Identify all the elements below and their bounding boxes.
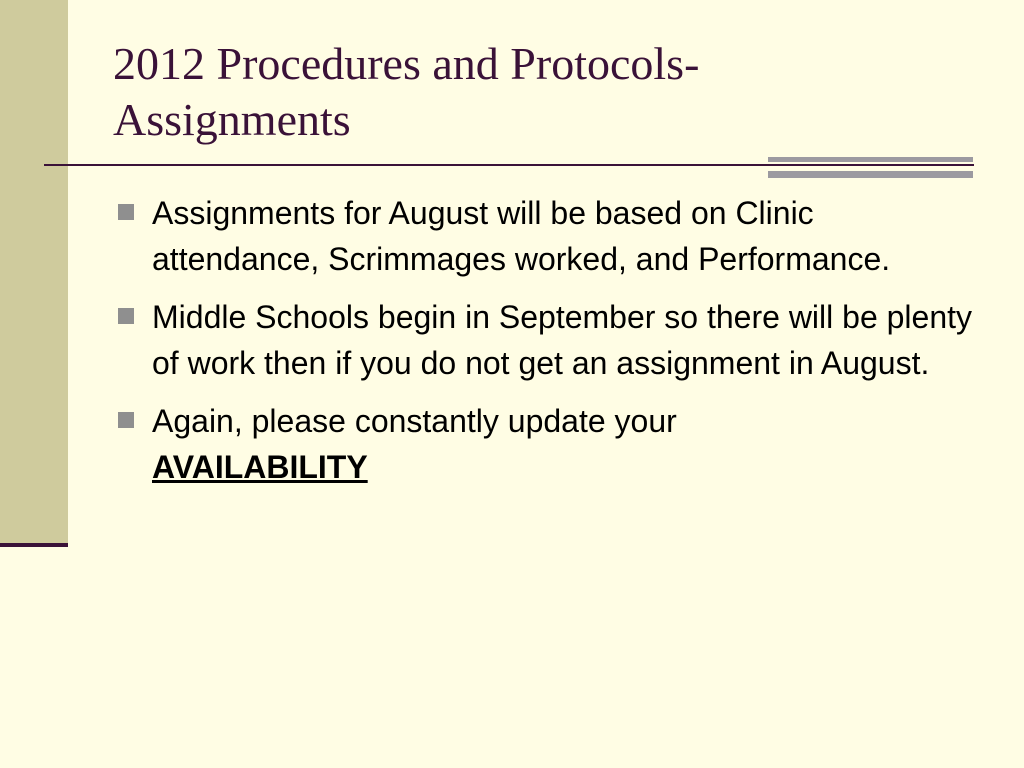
side-band	[0, 0, 68, 545]
bullet-text: Assignments for August will be based on Clinic attendance, Scrimmages worked, and Performance.	[152, 195, 891, 277]
title-divider	[44, 164, 974, 166]
slide-title	[113, 36, 993, 148]
bullet-text: Middle Schools begin in September so there will be plenty of work then if you do not get an assignment in August.	[152, 299, 973, 381]
bullet-item	[116, 294, 976, 386]
bullet-item	[116, 190, 976, 282]
square-bullet-icon	[118, 412, 134, 428]
decorative-grey-bar-top	[768, 157, 973, 162]
square-bullet-icon	[118, 204, 134, 220]
bullet-item	[116, 398, 976, 490]
bullet-text: Again, please constantly update your	[152, 403, 677, 439]
bullet-list	[116, 190, 976, 502]
decorative-grey-bar-bottom	[768, 171, 973, 178]
square-bullet-icon	[118, 308, 134, 324]
slide-title-line-2: Assignments	[113, 94, 351, 145]
slide-title-line-1: 2012 Procedures and Protocols-	[113, 38, 700, 89]
availability-emphasis: AVAILABILITY	[152, 449, 368, 485]
side-band-rule	[0, 543, 68, 547]
